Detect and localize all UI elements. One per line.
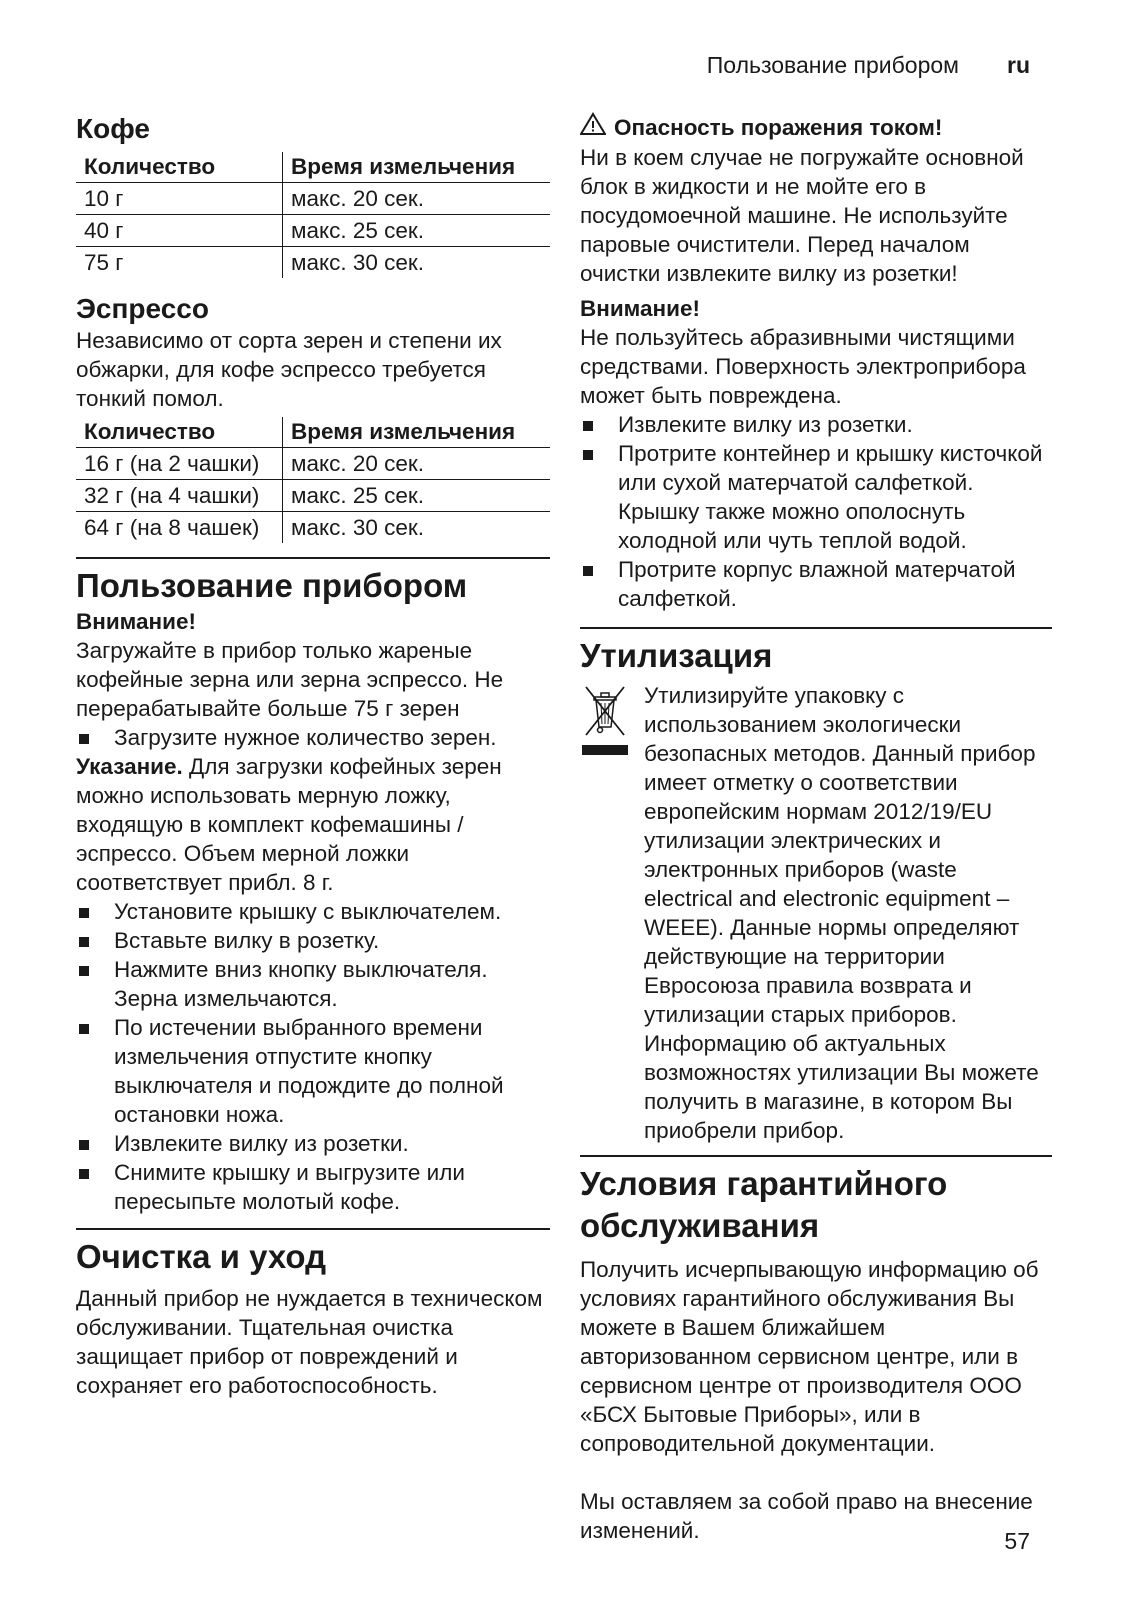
running-header xyxy=(707,52,1030,79)
table-header-quantity: Количество xyxy=(76,417,283,448)
list-item: По истечении выбранного времени измельчения отпустите кнопку выключателя и подождите до полной остановки ножа. xyxy=(76,1013,550,1129)
danger-text: Ни в коем случае не погружайте основной блок в жидкости и не мойте его в посудомоечной машине. Не используйте паровые очистители. Перед началом очистки извлеките вилку из розетки! xyxy=(580,145,1024,286)
header-language: ru xyxy=(1007,52,1030,78)
table-cell: 10 г xyxy=(76,183,283,215)
usage-heading: Пользование прибором xyxy=(76,567,468,604)
section-divider xyxy=(580,627,1052,629)
list-item: Снимите крышку и выгрузите или пересыпьте молотый кофе. xyxy=(76,1158,550,1216)
table-cell: макс. 30 сек. xyxy=(291,515,424,540)
list-item: Протрите корпус влажной матерчатой салфеткой. xyxy=(580,555,1052,613)
table-cell: 64 г (на 8 чашек) xyxy=(76,512,283,544)
weee-crossed-bin-icon xyxy=(580,681,630,1145)
usage-step-list xyxy=(76,897,550,1216)
note-label: Указание. xyxy=(76,754,183,779)
cleaning-attention-label: Внимание! xyxy=(580,296,700,321)
warranty-heading: Условия гарантийного обслуживания xyxy=(580,1165,948,1244)
warranty-text: Получить исчерпывающую информацию об условиях гарантийного обслуживания Вы можете в Вашем ближайшем авторизованном сервисном центре, или в сервисном центре от производителя ООО «БСХ Бытовые Приборы», или в сопроводительной документации. xyxy=(580,1257,1039,1456)
disposal-heading: Утилизация xyxy=(580,637,773,674)
table-row xyxy=(76,448,550,480)
table-row xyxy=(76,247,550,279)
danger-title xyxy=(580,112,1052,143)
list-item: Извлеките вилку из розетки. xyxy=(580,410,1052,439)
weee-bar xyxy=(582,745,628,755)
espresso-table xyxy=(76,417,550,543)
danger-title-text: Опасность поражения током! xyxy=(614,115,943,140)
usage-attention-label: Внимание! xyxy=(76,609,196,634)
list-item: Нажмите вниз кнопку выключателя. Зерна измельчаются. xyxy=(76,955,550,1013)
table-cell: 75 г xyxy=(76,247,283,279)
section-divider xyxy=(580,1155,1052,1157)
page-number: 57 xyxy=(1004,1528,1030,1554)
cleaning-step-list xyxy=(580,410,1052,613)
cleaning-text: Данный прибор не нуждается в техническом обслуживании. Тщательная очистка защищает прибор от повреждений и сохраняет его работоспособность. xyxy=(76,1286,543,1398)
table-cell: макс. 20 сек. xyxy=(283,448,551,480)
cleaning-attention-text: Не пользуйтесь абразивными чистящими средствами. Поверхность электроприбора может быть повреждена. xyxy=(580,325,1026,408)
header-section-title: Пользование прибором xyxy=(706,52,959,78)
list-item: Загрузите нужное количество зерен. xyxy=(76,723,550,752)
table-cell: макс. 30 сек. xyxy=(291,250,424,275)
espresso-text: Независимо от сорта зерен и степени их обжарки, для кофе эспрессо требуется тонкий помол. xyxy=(76,328,502,411)
disposal-block xyxy=(580,681,1052,1145)
table-header-time: Время измельчения xyxy=(283,417,551,448)
note-text: Для загрузки кофейных зерен можно использовать мерную ложку, входящую в комплект кофемашины / эспрессо. Объем мерной ложки соответствует прибл. 8 г. xyxy=(76,754,502,895)
left-column xyxy=(76,112,550,1400)
usage-step-list xyxy=(76,723,550,752)
table-cell: 40 г xyxy=(76,215,283,247)
warranty-reserve-text: Мы оставляем за собой право на внесение изменений. xyxy=(580,1489,1033,1543)
warning-triangle-icon xyxy=(580,112,606,143)
list-item: Извлеките вилку из розетки. xyxy=(76,1129,550,1158)
table-row xyxy=(76,183,550,215)
table-cell: 32 г (на 4 чашки) xyxy=(76,480,283,512)
table-row xyxy=(76,512,550,544)
table-cell: 16 г (на 2 чашки) xyxy=(76,448,283,480)
table-row xyxy=(76,215,550,247)
espresso-heading: Эспрессо xyxy=(76,293,209,324)
table-header-row xyxy=(76,417,550,448)
table-header-row xyxy=(76,152,550,183)
disposal-text: Утилизируйте упаковку с использованием экологически безопасных методов. Данный прибор имеет отметку о соответствии европейским нормам 2012/19/EU утилизации электрических и электронных приборов (waste electrical and electronic equipment – WEEE). Данные нормы определяют действующие на территории Евросоюза правила возврата и утилизации старых приборов. Информацию об актуальных возможностях утилизации Вы можете получить в магазине, в котором Вы приобрели прибор. xyxy=(644,683,1039,1143)
right-column xyxy=(580,112,1052,1545)
usage-note xyxy=(76,752,550,897)
coffee-heading: Кофе xyxy=(76,113,150,144)
list-item: Установите крышку с выключателем. xyxy=(76,897,550,926)
coffee-table xyxy=(76,152,550,278)
table-row xyxy=(76,480,550,512)
section-divider xyxy=(76,557,550,559)
cleaning-heading: Очистка и уход xyxy=(76,1238,327,1275)
table-header-quantity: Количество xyxy=(76,152,283,183)
table-cell: макс. 20 сек. xyxy=(283,183,551,215)
table-cell: макс. 25 сек. xyxy=(283,215,551,247)
section-divider xyxy=(76,1228,550,1230)
usage-text: Загружайте в прибор только жареные кофейные зерна или зерна эспрессо. Не перерабатывайте больше 75 г зерен xyxy=(76,638,504,721)
list-item: Протрите контейнер и крышку кисточкой или сухой матерчатой салфеткой. Крышку также можно ополоснуть холодной или чуть теплой водой. xyxy=(580,439,1052,555)
table-header-time: Время измельчения xyxy=(283,152,551,183)
table-cell: макс. 25 сек. xyxy=(283,480,551,512)
list-item: Вставьте вилку в розетку. xyxy=(76,926,550,955)
